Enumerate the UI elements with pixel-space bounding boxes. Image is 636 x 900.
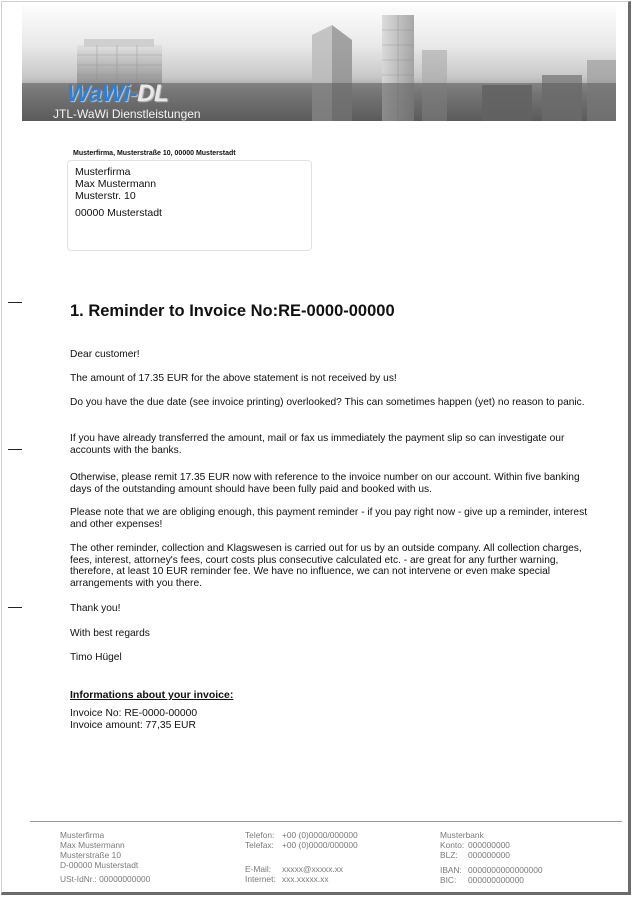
footer-city: D-00000 Musterstadt <box>60 860 139 870</box>
paragraph-3: If you have already transferred the amount, mail or fax us immediately the payment slip so can investigate our accounts with the banks. <box>70 433 565 456</box>
fold-mark-middle <box>8 449 22 450</box>
footer-iban: 0000000000000000 <box>468 865 543 875</box>
footer-web-label: Internet: <box>245 874 276 884</box>
invoice-info-heading: Informations about your invoice: <box>70 689 234 701</box>
footer-street: Musterstraße 10 <box>60 850 121 860</box>
recipient-name: Max Mustermann <box>75 178 157 190</box>
footer-vat: USt-IdNr.: 00000000000 <box>60 874 151 884</box>
footer-company: Musterfirma <box>60 830 105 840</box>
signature: Timo Hügel <box>70 652 122 663</box>
fold-mark-bottom <box>8 607 22 608</box>
paragraph-5: Please note that we are obliging enough, this payment reminder - if you pay right now - give up a reminder, interest and other expenses! <box>70 507 588 530</box>
recipient-company: Musterfirma <box>75 166 131 178</box>
footer-iban-label: IBAN: <box>440 865 462 875</box>
paragraph-2: Do you have the due date (see invoice printing) overlooked? This can sometimes happen (yet) no reason to panic. <box>70 397 585 408</box>
footer-divider <box>30 821 622 822</box>
footer-blz: 000000000 <box>468 850 510 860</box>
recipient-street: Musterstr. 10 <box>75 190 136 202</box>
footer-bic: 000000000000 <box>468 875 524 885</box>
invoice-amount: Invoice amount: 77,35 EUR <box>70 720 196 731</box>
footer-email: xxxxx@xxxxx.xx <box>282 864 344 874</box>
footer-phone: +00 (0)0000/000000 <box>282 830 358 840</box>
logo <box>67 80 168 108</box>
sender-line: Musterfirma, Musterstraße 10, 00000 Musterstadt <box>73 150 236 157</box>
paragraph-1: The amount of 17.35 EUR for the above statement is not received by us! <box>70 373 397 384</box>
thanks: Thank you! <box>70 603 121 614</box>
greeting: Dear customer! <box>70 349 140 360</box>
footer-name: Max Mustermann <box>60 840 125 850</box>
footer-web: xxx.xxxxx.xx <box>282 874 329 884</box>
header-banner <box>22 5 616 121</box>
invoice-number: Invoice No: RE-0000-00000 <box>70 708 198 719</box>
logo-subtitle: JTL-WaWi Dienstleistungen <box>53 107 201 121</box>
footer-bank: Musterbank <box>440 830 484 840</box>
footer-fax-label: Telefax: <box>245 840 274 850</box>
footer-phone-label: Telefon: <box>245 830 275 840</box>
recipient-city: 00000 Musterstadt <box>75 207 162 219</box>
footer-email-label: E-Mail: <box>245 864 272 874</box>
footer-fax: +00 (0)0000/000000 <box>282 840 358 850</box>
paragraph-6: The other reminder, collection and Klagswesen is carried out for us by an outside company. All collection charges, fees, interest, attorney's fees, court costs plus consecutive calculated etc. - are great for any further warning, therefore, at least 10 EUR reminder fee. We have no influence, we can not intervene or even make special arrangements with you there. <box>70 543 582 589</box>
paragraph-4: Otherwise, please remit 17.35 EUR now with reference to the invoice number on our account. Within five banking days of the outstanding amount should have been fully paid and booked with us. <box>70 472 580 495</box>
footer-blz-label: BLZ: <box>440 850 458 860</box>
regards: With best regards <box>70 628 150 639</box>
logo-dl-text: DL <box>137 80 169 107</box>
reminder-title: 1. Reminder to Invoice No:RE-0000-00000 <box>70 302 395 320</box>
fold-mark-top <box>8 302 22 303</box>
footer-bic-label: BIC: <box>440 875 457 885</box>
footer-konto-label: Konto: <box>440 840 465 850</box>
logo-main-text: WaWi- <box>67 80 138 107</box>
footer-konto: 000000000 <box>468 840 510 850</box>
